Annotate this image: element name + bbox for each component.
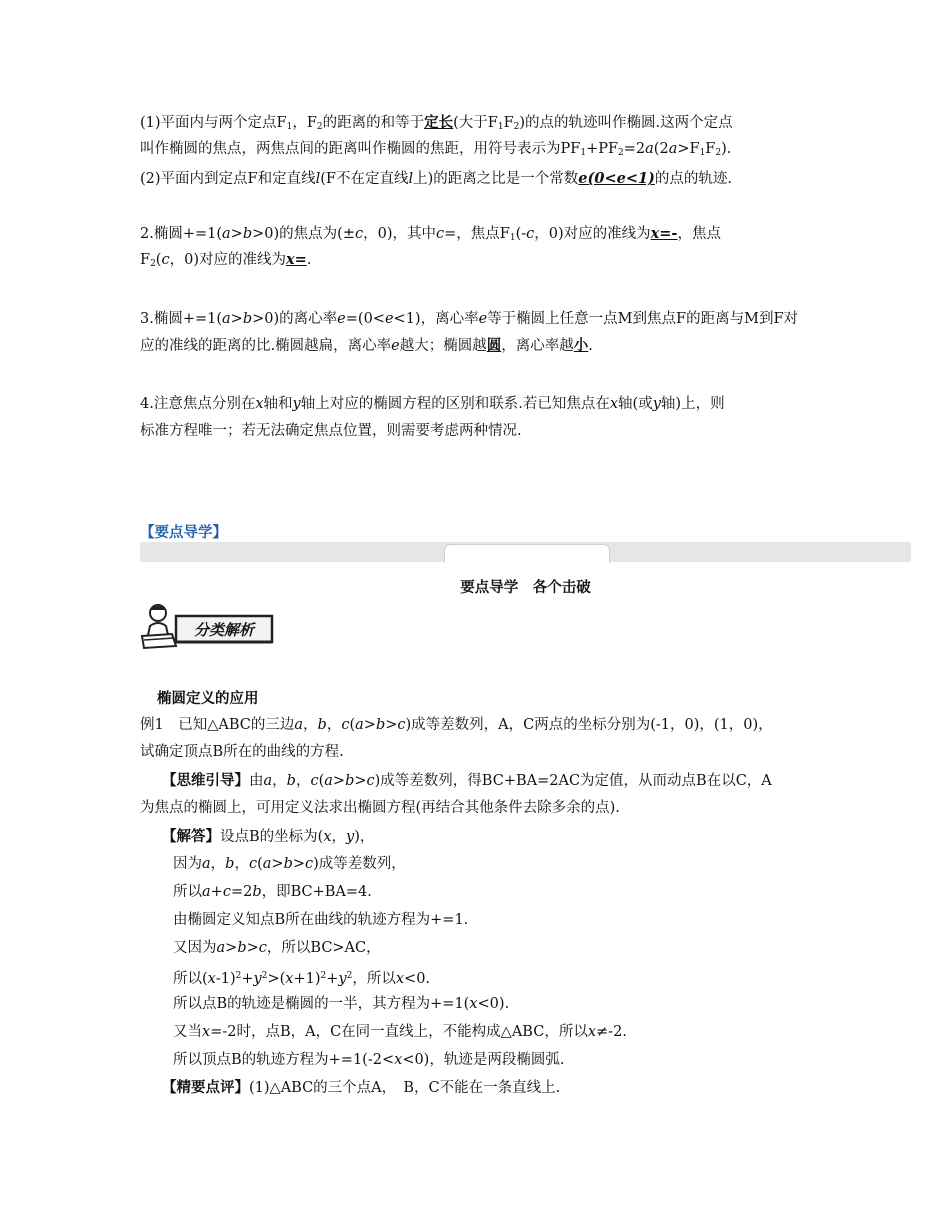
underlined-answer: 圆 xyxy=(486,337,502,354)
reader-figure-icon xyxy=(142,605,176,648)
answer-line-5: 又因为a>b>c，所以BC>AC， xyxy=(173,940,381,956)
comment-line: 【精要点评】(1)△ABC的三个点A， B，C不能在一条直线上. xyxy=(162,1079,561,1096)
guide-section-label: 【要点导学】 xyxy=(140,525,227,541)
p1-line-3: (2)平面内到定点F和定直线l(F不在定直线l上)的距离之比是一个常数e(0<e<1)的点的轨迹. xyxy=(140,170,733,187)
answer-line-7: 所以点B的轨迹是椭圆的一半，其方程为+=1(x<0). xyxy=(173,996,510,1012)
classification-badge xyxy=(136,602,276,652)
tab-bar xyxy=(140,542,911,562)
p4-line-2: 标准方程唯一；若无法确定焦点位置，则需要考虑两种情况. xyxy=(140,423,522,439)
answer-line-8: 又当x=-2时，点B，A，C在同一直线上，不能构成△ABC，所以x≠-2. xyxy=(173,1024,627,1040)
answer-line-9: 所以顶点B的轨迹方程为+=1(-2<x<0)，轨迹是两段椭圆弧. xyxy=(173,1052,565,1068)
underlined-answer: 小 xyxy=(573,337,589,354)
example-line-1: 例1 已知△ABC的三边a，b，c(a>b>c)成等差数列，A，C两点的坐标分别为(-1，0)，(1，0)， xyxy=(140,717,773,733)
guide-line-1: 【思维引导】由a，b，c(a>b>c)成等差数列，得BC+BA=2AC为定值，从而动点B在以C，A xyxy=(162,772,772,789)
p3-line-1: 3.椭圆+=1(a>b>0)的离心率e=(0<e<1)，离心率e等于椭圆上任意一点M到焦点F的距离与M到F对 xyxy=(140,311,799,327)
section-title: 椭圆定义的应用 xyxy=(157,691,259,707)
answer-line-4: 由椭圆定义知点B所在曲线的轨迹方程为+=1. xyxy=(173,912,469,928)
answer-line-1: 【解答】设点B的坐标为(x，y)， xyxy=(162,828,375,845)
underlined-answer: e(0<e<1) xyxy=(578,170,655,187)
underlined-answer: x= xyxy=(285,251,307,268)
guide-line-2: 为焦点的椭圆上，可用定义法求出椭圆方程(再结合其他条件去除多余的点). xyxy=(140,800,620,816)
underlined-answer: 定长 xyxy=(424,114,454,131)
center-title: 要点导学 各个击破 xyxy=(460,580,591,596)
answer-line-6: 所以$(x-1)^2+y^2>(x+1)^2+y^2$，所以x<0. xyxy=(173,971,431,987)
tab[interactable] xyxy=(444,544,610,563)
badge-text: 分类解析 xyxy=(193,621,255,639)
p2-line-2: $F_2(c$，0)对应的准线为x=. xyxy=(140,251,312,269)
example-line-2: 试确定顶点B所在的曲线的方程. xyxy=(140,744,344,760)
p2-line-1: 2.椭圆+=1(a>b>0)的焦点为(±c，0)，其中c=，焦点$F_1(-c$，0)对应的准线为x=-，焦点 xyxy=(140,225,721,243)
p4-line-1: 4.注意焦点分别在x轴和y轴上对应的椭圆方程的区别和联系.若已知焦点在x轴(或y轴)上，则 xyxy=(140,396,725,412)
p1-line-1: (1)平面内与两个定点$F_1$，$F_2$的距离的和等于定长(大于$F_1F_2$)的点的轨迹叫作椭圆.这两个定点 xyxy=(140,114,733,132)
answer-line-2: 因为a，b，c(a>b>c)成等差数列， xyxy=(173,856,406,872)
underlined-answer: x=- xyxy=(650,225,678,242)
p1-line-2: 叫作椭圆的焦点，两焦点间的距离叫作椭圆的焦距，用符号表示为$PF_1+PF_2=2a(2a>F_1F_2)$. xyxy=(140,141,732,158)
answer-line-3: 所以a+c=2b，即BC+BA=4. xyxy=(173,884,372,900)
p3-line-2: 应的准线的距离的比.椭圆越扁，离心率e越大；椭圆越圆，离心率越小. xyxy=(140,337,593,354)
